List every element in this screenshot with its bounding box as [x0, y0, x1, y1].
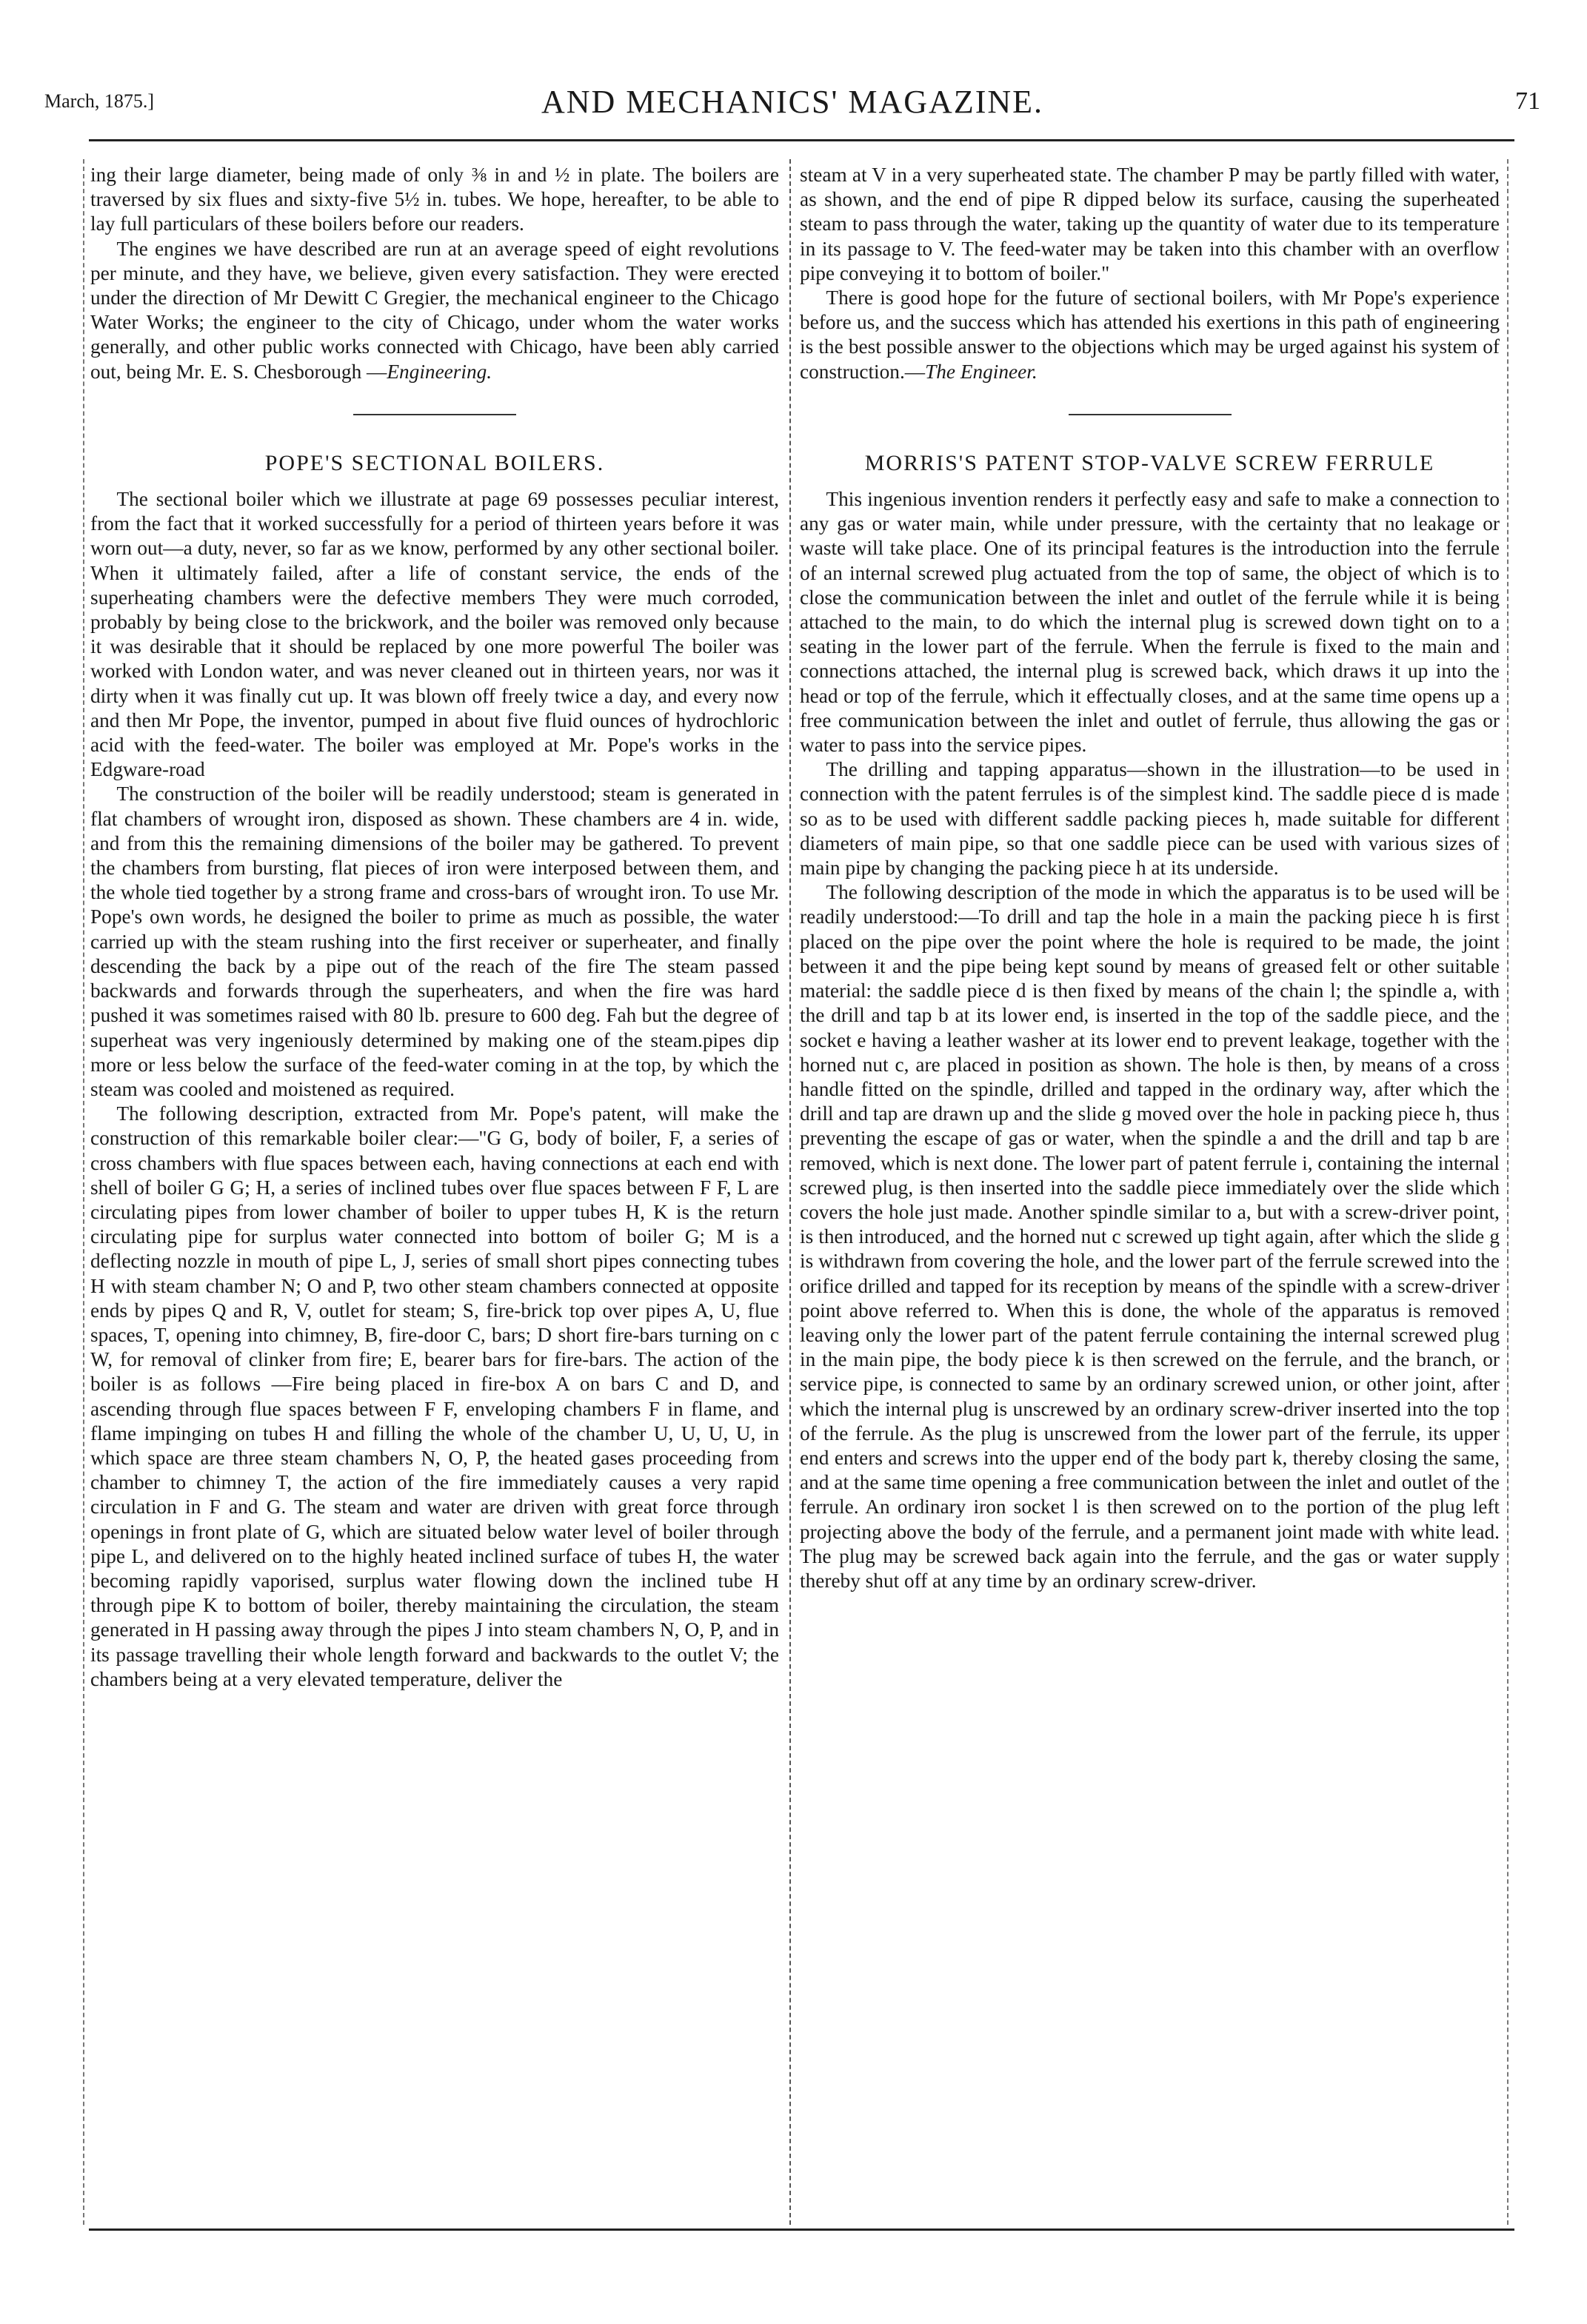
right-margin-rule [1507, 159, 1509, 2225]
footer-rule [89, 2228, 1514, 2231]
body-paragraph: The following description, extracted from Mr. Pope's patent, will make the construction of this remarkable boiler clear:—"G G, body of boiler, F, a series of cross chambers with flue spaces between each, having connections at each end with shell of boiler G G; H, a series of inclined tubes over flue spaces between F F, L are circulating pipes from lower chamber of boiler to upper tubes H, K is the return circulating pipe for surplus water connected into bottom of boiler G; M is a deflecting nozzle in mouth of pipe L, J, series of small short pipes connecting tubes H with steam chamber N; O and P, two other steam chambers connected at opposite ends by pipes Q and R, V, outlet for steam; S, fire-brick top over pipes A, U, flue spaces, T, opening into chimney, B, fire-door C, bars; D short fire-bars turning on c W, for removal of clinker from fire; E, bearer bars for fire-bars. The action of the boiler is as follows —Fire being placed in fire-box A on bars C and D, and ascending through flue spaces between F F, enveloping chambers F in flame, and flame impinging on tubes H and filling the whole of the chamber U, U, U, U, in which space are three steam chambers N, O, P, the heated gases proceeding from chamber to chimney T, the action of the fire immediately causes a very rapid circulation in F and G. The steam and water are driven with great force through openings in front plate of G, which are situated below water level of boiler through pipe L, and delivered on to the highly heated inclined surface of tubes H, the water becoming rapidly vaporised, surplus water flowing down the inclined tube H through pipe K to bottom of boiler, thereby maintaining the circulation, the steam generated in H passing away through the pipes J into steam chambers N, O, P, and in its passage travelling their whole length forward and backwards to the outlet V; the chambers being at a very elevated temperature, deliver the [90, 1102, 779, 1690]
right-column [800, 163, 1500, 2221]
header-rule [89, 139, 1514, 141]
column-divider [789, 159, 791, 2225]
body-paragraph: This ingenious invention renders it perfectly easy and safe to make a connection to any gas or water main, while under pressure, with the certainty that no leakage or waste will take place. One of its principal features is the introduction into the ferrule of an internal screwed plug actuated from the top of same, the object of which is to close the communication between the inlet and outlet of the ferrule while it is being attached to the main, to do which the internal plug is screwed down tight on to a seating in the lower part of the ferrule. When the ferrule is fixed to the main and connections attached, the internal plug is screwed back, which draws it up into the head or top of the ferrule, which it effectually closes, and at the same time opens up a free communication between the inlet and outlet of ferrule, thus allowing the gas or water to pass into the service pipes. [800, 488, 1500, 757]
source-citation: Engineering. [387, 360, 492, 383]
continuation-paragraph: There is good hope for the future of sectional boilers, with Mr Pope's experience before us, and the success which has attended his exertions in this path of engineering is the best possible answer to the objections which may be urged against his system of construction.—The Engineer. [800, 287, 1500, 383]
section-separator [1069, 414, 1232, 415]
body-paragraph: The following description of the mode in which the apparatus is to be used will be readily understood:—To drill and tap the hole in a main the packing piece h is first placed on the pipe over the point where the hole is required to be made, the joint between it and the pipe being kept sound by means of greased felt or other suitable material: the saddle piece d is then fixed by means of the chain l; the spindle a, with the drill and tap b at its lower end, is inserted in the top of the saddle piece, and the socket e having a leather washer at its lower end to prevent leakage, together with the horned nut c, are placed in position as shown. The hole is then, by means of a cross handle fitted on the spindle, drilled and tapped in the ordinary way, after which the drill and tap are drawn up and the slide g moved over the hole in packing piece h, thus preventing the escape of gas or water, when the spindle a and the drill and tap b are removed, which is next done. The lower part of patent ferrule i, containing the internal screwed plug, is then inserted into the saddle piece immediately over the slide which covers the hole just made. Another spindle similar to a, but with a screw-driver point, is then introduced, and the horned nut c screwed up tight again, after which the slide g is withdrawn from covering the hole, and the lower part of the ferrule screwed into the orifice drilled and tapped for its reception by means of the spindle with a screw-driver point above referred to. When this is done, the whole of the apparatus is removed leaving only the lower part of the patent ferrule containing the internal screwed plug in the main pipe, the body piece k is then screwed on the ferrule, and the branch, or service pipe, is connected to same by an ordinary screwed union, or other joint, after which the internal plug is unscrewed by an ordinary screw-driver inserted into the top of the ferrule. As the plug is unscrewed from the lower part of the ferrule, its upper end enters and screws into the upper end of the body part k, thereby closing the same, and at the same time opening a free communication between the inlet and outlet of the ferrule. An ordinary iron socket l is then screwed on to the portion of the plug left projecting above the body of the ferrule, and a permanent joint made with white lead. The plug may be screwed back again into the ferrule, and the gas or water supply thereby shut off at any time by an ordinary screw-driver. [800, 881, 1500, 1592]
body-paragraph: The construction of the boiler will be readily understood; steam is generated in flat chambers of wrought iron, disposed as shown. These chambers are 4 in. wide, and from this the remaining dimensions of the boiler may be gathered. To prevent the chambers from bursting, flat pieces of iron were interposed between them, and the whole tied together by a strong frame and cross-bars of wrought iron. To use Mr. Pope's own words, he designed the boiler to prime as much as possible, the water carried up with the steam rushing into the first receiver or superheater, and finally descending the back by a pipe out of the reach of the fire The steam passed backwards and forwards through the superheaters, and when the fire was hard pushed it was sometimes raised with 80 lb. presure to 600 deg. Fah but the degree of superheat was very ingeniously determined by making one of the steam.pipes dip more or less below the surface of the feed-water coming in at the top, by which the steam was cooled and moistened as required. [90, 783, 779, 1100]
source-citation: The Engineer. [925, 360, 1038, 383]
page-header [44, 83, 1540, 135]
intro-paragraph: ing their large diameter, being made of only ⅜ in and ½ in plate. The boilers are traversed by six flues and sixty-five 5½ in. tubes. We hope, hereafter, to be able to lay full particulars of these boilers before our readers. [90, 164, 779, 235]
issue-date: March, 1875.] [44, 90, 155, 112]
page-number: 71 [1515, 87, 1540, 115]
left-margin-rule [83, 159, 84, 2225]
intro-paragraph: The engines we have described are run at an average speed of eight revolutions per minute, and they have, we believe, given every satisfaction. They were erected under the direction of Mr Dewitt C Gregier, the mechanical engineer to the Chicago Water Works; the engineer to the city of Chicago, under whom the water works generally, and other public works connected with Chicago, have been ably carried out, being Mr. E. S. Chesborough —Engineering. [90, 237, 779, 383]
body-paragraph: The sectional boiler which we illustrate at page 69 possesses peculiar interest, from the fact that it worked successfully for a period of thirteen years before it was worn out—a duty, never, so far as we know, performed by any other sectional boiler. When it ultimately failed, after a life of constant service, the ends of the superheating chambers were the defective members They were much corroded, probably by being close to the brickwork, and the boiler was removed only because it was desirable that it should be replaced by one more powerful The boiler was worked with London water, and was never cleaned out in thirteen years, nor was it dirty when it was finally cut up. It was blown off freely twice a day, and every now and then Mr Pope, the inventor, pumped in about five fluid ounces of hydrochloric acid with the feed-water. The boiler was employed at Mr. Pope's works in the Edgware-road [90, 488, 779, 781]
body-paragraph: The drilling and tapping apparatus—shown in the illustration—to be used in connection with the patent ferrules is of the simplest kind. The saddle piece d is made so as to be used with different saddle packing pieces h, made suitable for different diameters of main pipe, so that one saddle piece can be used with various sizes of main pipe by changing the packing piece h at its underside. [800, 758, 1500, 880]
continuation-paragraph: steam at V in a very superheated state. The chamber P may be partly filled with water, as shown, and the end of pipe R dipped below its surface, causing the superheated steam to pass through the water, taking up the quantity of water due to its temperature in its passage to V. The feed-water may be taken into this chamber with an overflow pipe conveying it to bottom of boiler." [800, 164, 1500, 284]
left-column [90, 163, 779, 2221]
magazine-title: AND MECHANICS' MAGAZINE. [541, 84, 1044, 120]
section-title-popes-boilers: POPE'S SECTIONAL BOILERS. [264, 450, 605, 475]
section-separator [353, 414, 516, 415]
section-title-morris-ferrule: MORRIS'S PATENT STOP-VALVE SCREW FERRULE [864, 450, 1435, 475]
